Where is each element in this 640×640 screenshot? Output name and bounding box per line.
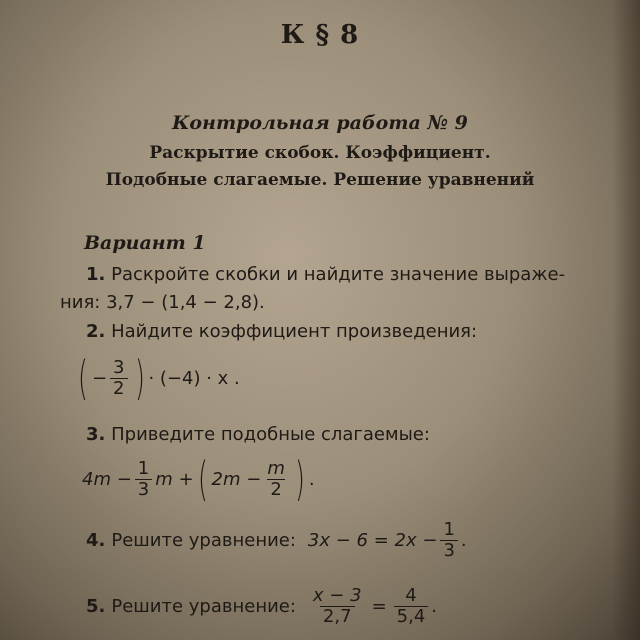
test-subtitle-2: Подобные слагаемые. Решение уравнений <box>105 170 535 190</box>
task-3-frac1-num: 1 <box>137 457 150 479</box>
task-3-inner: 2m − <box>211 468 262 490</box>
task-4-number: 4. <box>86 530 106 551</box>
left-paren: ( <box>197 452 208 506</box>
right-paren: ) <box>294 452 305 506</box>
task-2-fraction <box>110 358 127 399</box>
task-2-rest: · (−4) · x . <box>148 367 240 389</box>
task-3-fraction-1 <box>135 459 152 500</box>
task-4-text: Решите уравнение: <box>111 530 296 551</box>
task-2-frac-den: 2 <box>110 378 127 399</box>
task-1-line-2: ния: 3,7 − (1,4 − 2,8). <box>60 292 265 313</box>
task-4-frac-num: 1 <box>443 519 455 540</box>
task-3-frac1-den: 3 <box>135 479 152 500</box>
task-3-part1: 4m − <box>82 468 132 490</box>
task-2-text: Найдите коэффициент произведения: <box>111 321 478 342</box>
section-heading: К § 8 <box>280 20 360 50</box>
task-1-line-1 <box>86 264 565 285</box>
task-2-minus: − <box>91 367 108 389</box>
task-5-fraction-1 <box>310 586 365 627</box>
task-5-fraction-2 <box>394 586 429 627</box>
task-5-equals: = <box>371 596 387 617</box>
task-3-frac2-num: m <box>267 457 285 479</box>
task-2-number: 2. <box>86 321 106 342</box>
test-title: Контрольная работа № 9 <box>172 112 468 134</box>
task-3-frac2-den: 2 <box>267 479 284 500</box>
task-1-text: Раскройте скобки и найдите значение выраже- <box>111 264 566 285</box>
variant-heading: Вариант 1 <box>84 232 206 254</box>
task-3-number: 3. <box>86 424 106 445</box>
task-1-number: 1. <box>86 264 106 285</box>
task-3-end: . <box>308 468 315 490</box>
task-5-end: . <box>431 596 438 617</box>
task-4-frac-den: 3 <box>440 540 457 561</box>
right-paren: ) <box>134 351 145 405</box>
task-3-line <box>86 424 430 445</box>
task-5-frac2-num: 4 <box>405 585 417 606</box>
page-shadow-edge <box>612 0 640 640</box>
task-4-fraction <box>440 520 457 561</box>
task-3-fraction-2 <box>264 459 288 500</box>
task-2-line <box>86 321 477 342</box>
task-5-frac2-den: 5,4 <box>394 606 429 627</box>
task-5-text: Решите уравнение: <box>111 596 296 617</box>
task-5-frac1-den: 2,7 <box>320 606 355 627</box>
task-3-text: Приведите подобные слагаемые: <box>111 424 430 445</box>
task-5-number: 5. <box>86 596 106 617</box>
task-4-end: . <box>460 530 467 551</box>
task-2-expression <box>74 351 240 405</box>
task-5-frac1-num: x − 3 <box>312 585 362 606</box>
test-subtitle-1: Раскрытие скобок. Коэффициент. <box>149 143 491 163</box>
task-2-frac-num: 3 <box>113 356 125 378</box>
task-4-line <box>86 520 467 561</box>
task-4-left: 3x − 6 = 2x − <box>307 530 438 551</box>
left-paren: ( <box>78 351 88 405</box>
task-5-line <box>86 586 437 627</box>
task-3-expression <box>82 452 315 506</box>
task-3-part2: m + <box>155 468 194 490</box>
